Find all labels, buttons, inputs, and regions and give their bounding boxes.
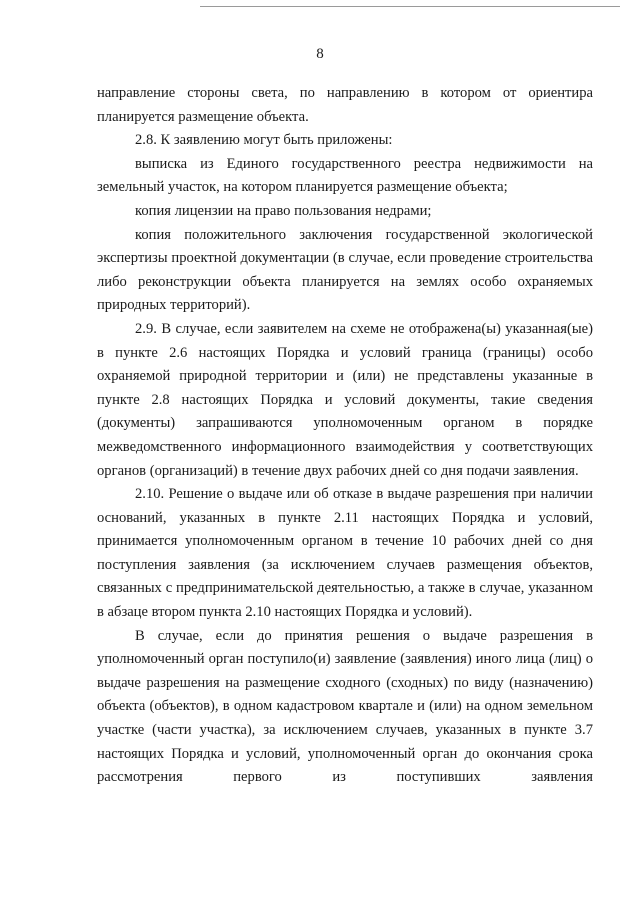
- paragraph-license: копия лицензии на право пользования недрами;: [135, 202, 432, 219]
- page-number: 8: [316, 46, 324, 62]
- paragraph-ecology: копия положительного заключения государственной экологической экспертизы проектной документации (в случае, если проведение строительства либо реконструкции объекта планируется на землях особо охраняемых природных территорий).: [97, 226, 593, 314]
- paragraph-2-8: 2.8. К заявлению могут быть приложены:: [135, 132, 393, 149]
- paragraph-case: В случае, если до принятия решения о выдаче разрешения в уполномоченный орган поступило(и) заявление (заявления) иного лица (лиц) о выдаче разрешения на размещение сходного (сходных) по виду (назначению) объекта (объектов), в одном кадастровом квартале и (или) на одном земельном участке (части участка), за исключением случаев, указанных в пункте 3.7 настоящих Порядка и условий, уполномоченный орган до окончания срока рассмотрения первого из поступивших заявления: [97, 627, 593, 786]
- document-body: [97, 82, 593, 790]
- paragraph-2-10: 2.10. Решение о выдаче или об отказе в выдаче разрешения при наличии оснований, указанных в пункте 2.11 настоящих Порядка и условий, принимается уполномоченным органом в течение 10 рабочих дней со дня поступления заявления (за исключением случаев размещения объектов, связанных с предпринимательской деятельностью, а также в случае, указанном в абзаце втором пункта 2.10 настоящих Порядка и условий).: [97, 486, 593, 621]
- paragraph-2-9: 2.9. В случае, если заявителем на схеме не отображена(ы) указанная(ые) в пункте 2.6 настоящих Порядка и условий граница (границы) особо охраняемой природной территории и (или) не представлены указанные в пункте 2.8 настоящих Порядка и условий документы, такие сведения (документы) запрашиваются уполномоченным органом в порядке межведомственного информационного взаимодействия у соответствующих органов (организаций) в течение двух рабочих дней со дня подачи заявления.: [97, 320, 593, 479]
- paragraph-extract: выписка из Единого государственного реестра недвижимости на земельный участок, на котором планируется размещение объекта;: [97, 155, 593, 196]
- paragraph-continuation: направление стороны света, по направлению в котором от ориентира планируется размещение объекта.: [97, 85, 593, 125]
- top-scan-rule: [200, 6, 620, 7]
